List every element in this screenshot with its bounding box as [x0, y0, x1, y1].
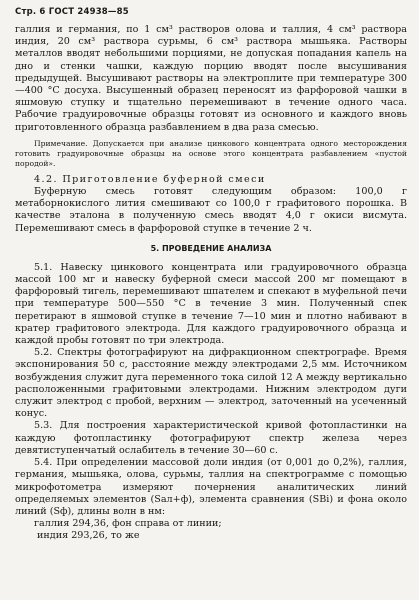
paragraph-5-1: 5.1. Навеску цинкового концентрата или градуировочного образца массой 100 мг и навеску буферной смеси массой 200 мг помещают в фарфоровый тигель, перемешивают шпателем и спекают в муфельной печи при температуре 500—550 °С в течение 3 мин. Полученный спек перетирают в яшмовой ступке в течение 7—10 мин и плотно набивают в кратер графитового электрода. Для каждого градуировочного образца и каждой пробы готовят по три электрода.	[15, 261, 407, 347]
note-paragraph: Примечание. Допускается при анализе цинкового концентрата одного месторождения готовить градуировочные образцы на основе этого концентрата разбавлением «пустой породой».	[15, 138, 407, 168]
paragraph-5-3: 5.3. Для построения характеристической кривой фотопластинки на каждую фотопластинку фотографируют спектр железа через девятиступенчатый ослабитель в течение 30—60 с.	[15, 420, 407, 456]
paragraph-4-2: Буферную смесь готовят следующим образом: 100,0 г метаборнокислого лития смешивают со 100,0 г графитового порошка. В качестве эталона в полученную смесь вводят 4,0 г окиси висмута. Перемешивают смесь в фарфоровой ступке в течение 2 ч.	[15, 186, 407, 234]
subsection-4-2-title: 4.2. Приготовление буферной смеси	[34, 173, 266, 185]
paragraph-5-4: 5.4. При определении массовой доли индия (от 0,001 до 0,2%), галлия, германия, мышьяка, олова, сурьмы, таллия на спектрограмме с помощью микрофотометра измеряют почернения аналитических линий определяемых элементов (Sал+ф), элемента сравнения (SBi) и фона около линий (Sф), длины волн в нм:	[15, 457, 407, 517]
page-header: Стр. 6 ГОСТ 24938—85	[15, 7, 129, 17]
section-5-title: 5. ПРОВЕДЕНИЕ АНАЛИЗА	[150, 243, 272, 253]
paragraph-5-2: 5.2. Спектры фотографируют на дифракционном спектрографе. Время экспонирования 50 с, расстояние между электродами 2,5 мм. Источником возбуждения служит дуга переменного тока силой 12 А между вертикально расположенными графитовыми электродами. Нижним электродом дуги служит электрод с пробой, верхним — электрод, заточенный на усеченный конус.	[15, 347, 407, 420]
wavelength-line-indium: индия 293,26, то же	[37, 530, 140, 542]
paragraph-4-1-continued: галлия и германия, по 1 см³ растворов олова и таллия, 4 см³ раствора индия, 20 см³ раствора сурьмы, 6 см³ раствора мышьяка. Растворы металлов вводят небольшими порциями, не допуская попадания капель на дно и стенки чашки, каждую порцию вводят после высушивания предыдущей. Высушивают растворы на электроплите при температуре 300—400 °С досуха. Высушенный образец переносят из фарфоровой чашки в яшмовую ступку и тщательно перемешивают в течение одного часа. Рабочие градуировочные образцы готовят из основного и каждого вновь приготовленного образца разбавлением в два раза смесью.	[15, 24, 407, 133]
wavelength-line-gallium: галлия 294,36, фон справа от линии;	[34, 518, 222, 530]
